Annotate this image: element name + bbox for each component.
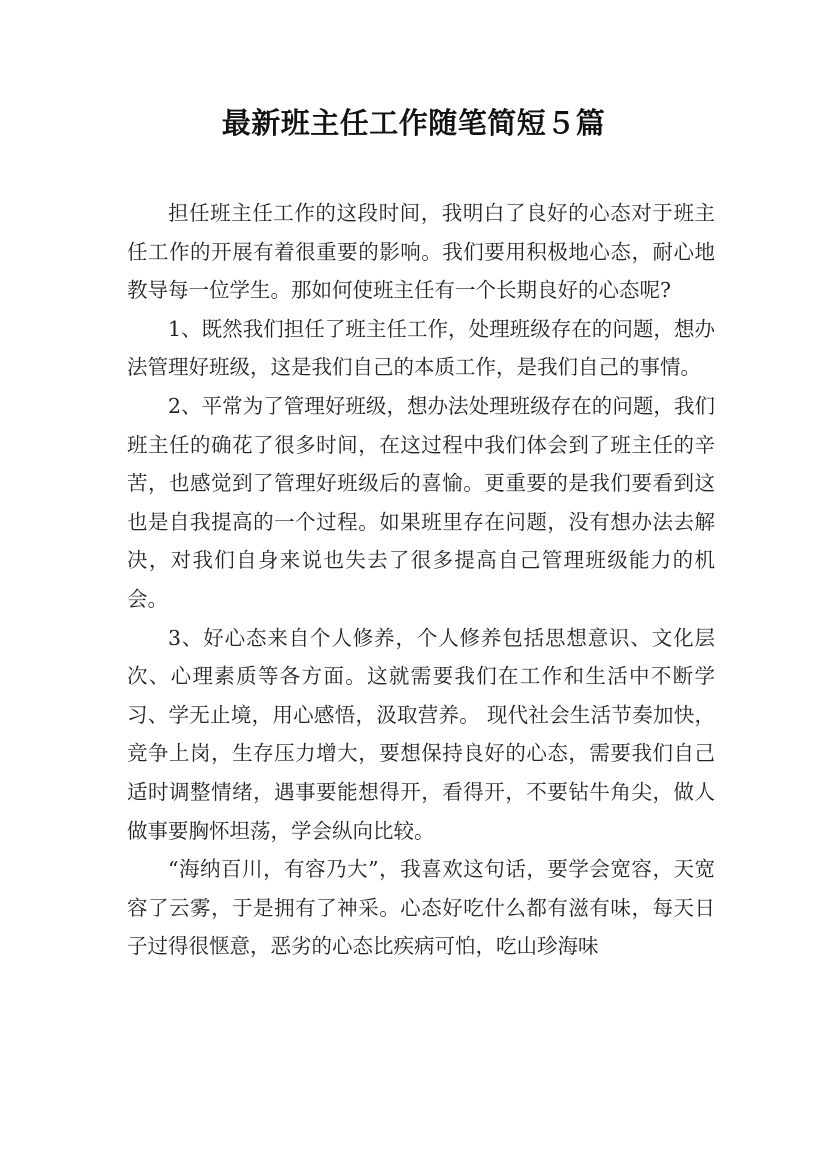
paragraph-point-3: 3、好心态来自个人修养，个人修养包括思想意识、文化层次、心理素质等各方面。这就需要我们在工作和生活中不断学习、学无止境，用心感悟，汲取营养。 现代社会生活节奏加快，竞争上岗，生存压力增大，要想保持良好的心态，需要我们自己适时调整情绪，遇事要能想得开，看得开，不要钻牛角尖，做人做事要胸怀坦荡，学会纵向比较。 xyxy=(127,625,715,843)
paragraph-point-1: 1、既然我们担任了班主任工作，处理班级存在的问题，想办法管理好班级，这是我们自己的本质工作，是我们自己的事情。 xyxy=(127,316,715,380)
document-title: 最新班主任工作随笔简短５篇 xyxy=(221,106,606,140)
paragraph-quote: “海纳百川，有容乃大”，我喜欢这句话，要学会宽容，天宽容了云雾，于是拥有了神采。心态好吃什么都有滋有味，每天日子过得很惬意，恶劣的心态比疾病可怕，吃山珍海味 xyxy=(127,857,715,959)
document-body xyxy=(127,194,715,966)
paragraph-point-2: 2、平常为了管理好班级，想办法处理班级存在的问题，我们班主任的确花了很多时间，在这过程中我们体会到了班主任的辛苦，也感觉到了管理好班级后的喜愉。更重要的是我们要看到这也是自我提高的一个过程。如果班里存在问题，没有想办法去解决，对我们自身来说也失去了很多提高自己管理班级能力的机会。 xyxy=(127,393,715,611)
paragraph-intro: 担任班主任工作的这段时间，我明白了良好的心态对于班主任工作的开展有着很重要的影响。我们要用积极地心态，耐心地教导每一位学生。那如何使班主任有一个长期良好的心态呢? xyxy=(127,201,715,303)
